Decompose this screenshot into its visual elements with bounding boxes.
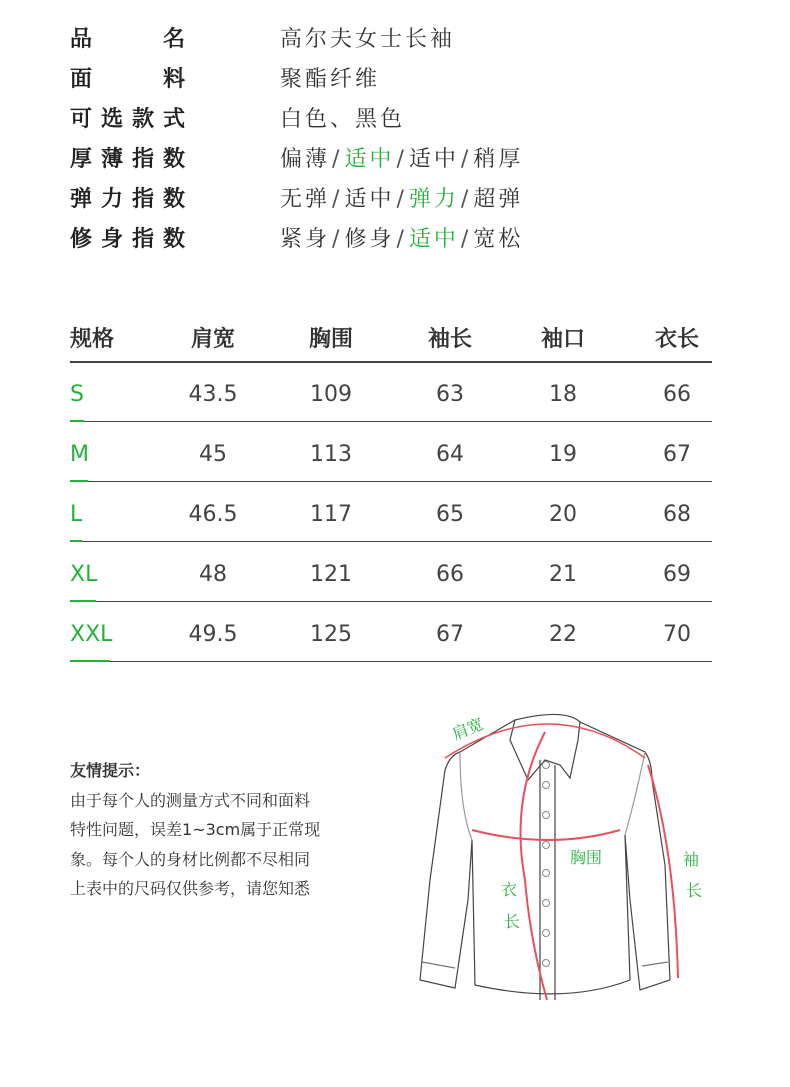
separator: / — [332, 227, 343, 252]
header-length: 衣长 — [654, 327, 700, 352]
separator: / — [332, 187, 343, 212]
separator: / — [396, 147, 407, 172]
table-cell: 67 — [663, 442, 691, 467]
label-char: 薄 — [100, 147, 123, 172]
label-char: 款 — [131, 107, 154, 132]
table-cell: 121 — [310, 562, 352, 587]
attribute-value — [280, 20, 455, 60]
table-cell: 67 — [436, 622, 464, 647]
tips-line: 象。每个人的身材比例都不尽相同 — [70, 849, 311, 869]
table-cell: 49.5 — [188, 622, 238, 647]
size-underline — [70, 660, 110, 662]
table-cell: 70 — [663, 622, 691, 647]
table-cell: 21 — [549, 562, 577, 587]
label-char: 数 — [162, 187, 185, 212]
option: 聚酯纤维 — [280, 67, 381, 92]
label-shoulder: 肩宽 — [449, 714, 487, 744]
table-cell: 109 — [310, 382, 352, 407]
table-cell: 64 — [436, 442, 464, 467]
tips-line: 上表中的尺码仅供参考，请您知悉 — [70, 879, 311, 898]
label-char: 修 — [70, 227, 93, 252]
table-cell: 66 — [663, 382, 691, 407]
label-sleeve-2: 长 — [686, 881, 703, 900]
attribute-label — [70, 180, 185, 220]
size-label: S — [70, 382, 84, 407]
label-char: 式 — [162, 107, 185, 132]
table-cell: 46.5 — [188, 502, 238, 527]
table-cell: 66 — [436, 562, 464, 587]
label-char: 品 — [70, 27, 93, 52]
option: 白色、黑色 — [280, 107, 406, 132]
table-cell: 125 — [310, 622, 352, 647]
option: 高尔夫女士长袖 — [280, 27, 456, 52]
shirt-diagram — [400, 690, 730, 1010]
table-row — [70, 602, 712, 662]
option: 适中 — [344, 187, 395, 212]
label-length-2: 长 — [504, 912, 521, 931]
attribute-label — [70, 140, 185, 180]
option: 宽松 — [473, 227, 524, 252]
label-char: 身 — [100, 227, 123, 252]
label-char: 力 — [100, 187, 123, 212]
label-char: 料 — [162, 67, 185, 92]
option: 紧身 — [280, 227, 331, 252]
table-cell: 18 — [549, 382, 577, 407]
label-char: 厚 — [70, 147, 93, 172]
option: 偏薄 — [280, 147, 331, 172]
attribute-label — [70, 100, 185, 140]
separator: / — [460, 147, 472, 172]
table-cell: 65 — [436, 502, 464, 527]
attribute-label — [70, 60, 185, 100]
table-cell: 22 — [549, 622, 577, 647]
attribute-value — [280, 220, 523, 260]
option: 无弹 — [280, 187, 331, 212]
table-row — [70, 362, 712, 422]
attribute-value — [280, 100, 405, 140]
selected-option: 弹力 — [408, 187, 459, 212]
table-cell: 113 — [310, 442, 352, 467]
table-row — [70, 422, 712, 482]
label-char: 数 — [162, 227, 185, 252]
size-label: M — [70, 442, 89, 467]
selected-option: 适中 — [344, 147, 395, 172]
table-cell: 68 — [663, 502, 691, 527]
separator: / — [396, 187, 407, 212]
tips-line: 特性问题，误差1~3cm属于正常现 — [70, 820, 321, 839]
table-cell: 63 — [436, 382, 464, 407]
table-cell: 117 — [310, 502, 352, 527]
tips — [70, 756, 320, 904]
header-shoulder: 肩宽 — [190, 327, 236, 352]
attribute-label — [70, 20, 185, 60]
label-chest: 胸围 — [570, 848, 603, 867]
table-cell: 69 — [663, 562, 691, 587]
option: 超弹 — [473, 187, 524, 212]
table-row — [70, 542, 712, 602]
header-chest: 胸围 — [308, 327, 354, 352]
label-char: 名 — [162, 27, 185, 52]
size-label: XL — [70, 562, 98, 587]
separator: / — [460, 227, 472, 252]
separator: / — [460, 187, 472, 212]
size-label: XXL — [70, 622, 113, 647]
table-cell: 19 — [549, 442, 577, 467]
attribute-label — [70, 220, 185, 260]
tips-line: 由于每个人的测量方式不同和面料 — [70, 790, 311, 810]
table-cell: 45 — [199, 442, 227, 467]
size-label: L — [70, 502, 83, 527]
label-char: 指 — [131, 187, 154, 212]
label-char: 选 — [100, 107, 123, 132]
attribute-value — [280, 140, 523, 180]
tips-title: 友情提示： — [70, 761, 151, 780]
label-char: 指 — [131, 147, 154, 172]
table-cell: 48 — [199, 562, 227, 587]
separator: / — [396, 227, 407, 252]
option: 稍厚 — [473, 147, 524, 172]
label-length-1: 衣 — [501, 880, 518, 899]
row-divider — [70, 661, 712, 663]
label-char: 可 — [70, 107, 93, 132]
header-size: 规格 — [70, 327, 115, 352]
table-cell: 20 — [549, 502, 577, 527]
header-sleeve: 袖长 — [427, 327, 473, 352]
attribute-value — [280, 60, 380, 100]
header-cuff: 袖口 — [540, 327, 586, 352]
attribute-value — [280, 180, 523, 220]
label-char: 弹 — [70, 187, 93, 212]
option: 修身 — [344, 227, 395, 252]
label-char: 面 — [70, 67, 93, 92]
option: 适中 — [408, 147, 459, 172]
selected-option: 适中 — [408, 227, 459, 252]
table-row — [70, 482, 712, 542]
label-sleeve-1: 袖 — [683, 850, 700, 869]
label-char: 数 — [162, 147, 185, 172]
table-cell: 43.5 — [188, 382, 238, 407]
separator: / — [332, 147, 343, 172]
label-char: 指 — [131, 227, 154, 252]
